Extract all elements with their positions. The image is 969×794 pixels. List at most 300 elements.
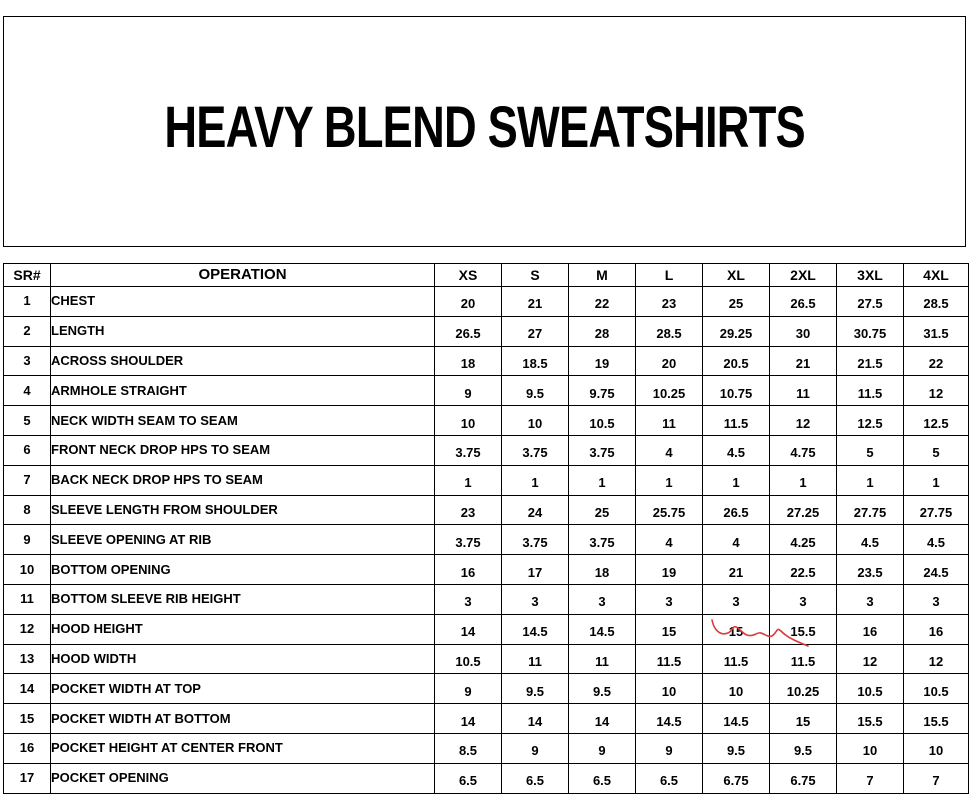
measurement-cell [770, 406, 837, 436]
measurement-cell [703, 287, 770, 317]
measurement-value: 15.5 [923, 713, 949, 729]
measurement-cell [569, 614, 636, 644]
measurement-cell [837, 555, 904, 585]
measurement-cell [837, 644, 904, 674]
measurement-cell [569, 435, 636, 465]
measurement-value: 16 [928, 624, 944, 640]
measurement-value: 27.75 [919, 504, 953, 520]
measurement-value: 4.75 [790, 445, 816, 461]
measurement-value: 16 [862, 624, 878, 640]
row-number: 5 [4, 406, 51, 436]
measurement-cell [770, 376, 837, 406]
table-row [4, 704, 969, 734]
measurement-value: 4 [665, 445, 673, 461]
measurement-cell [837, 584, 904, 614]
measurement-value: 3.75 [589, 445, 615, 461]
measurement-value: 10.25 [786, 683, 820, 699]
measurement-value: 20 [661, 355, 677, 371]
row-number: 17 [4, 763, 51, 793]
table-row [4, 555, 969, 585]
measurement-cell [636, 763, 703, 793]
header-row [4, 264, 969, 287]
measurement-value: 10 [928, 743, 944, 759]
measurement-cell [636, 525, 703, 555]
measurement-cell [569, 287, 636, 317]
measurement-cell [703, 763, 770, 793]
measurement-cell [569, 316, 636, 346]
measurement-value: 18 [460, 355, 476, 371]
measurement-cell [770, 525, 837, 555]
measurement-cell [502, 495, 569, 525]
measurement-cell [502, 555, 569, 585]
measurement-value: 6.5 [458, 773, 478, 789]
measurement-value: 21 [795, 355, 811, 371]
measurement-cell [837, 763, 904, 793]
measurement-cell [770, 555, 837, 585]
measurement-cell [703, 525, 770, 555]
measurement-cell [502, 525, 569, 555]
measurement-value: 27.5 [857, 296, 883, 312]
measurement-value: 15 [728, 624, 744, 640]
measurement-cell [502, 644, 569, 674]
title-box [3, 16, 966, 247]
measurement-cell [435, 614, 502, 644]
measurement-cell [837, 376, 904, 406]
measurement-value: 10 [862, 743, 878, 759]
measurement-value: 1 [665, 475, 673, 491]
measurement-cell [435, 376, 502, 406]
measurement-cell [502, 584, 569, 614]
row-number: 11 [4, 584, 51, 614]
operation-name: BOTTOM SLEEVE RIB HEIGHT [51, 584, 435, 614]
measurement-cell [569, 644, 636, 674]
measurement-cell [502, 406, 569, 436]
measurement-cell [569, 584, 636, 614]
row-number: 2 [4, 316, 51, 346]
table-row [4, 406, 969, 436]
measurement-cell [636, 376, 703, 406]
measurement-cell [837, 733, 904, 763]
measurement-value: 17 [527, 564, 543, 580]
measurement-value: 9 [464, 683, 472, 699]
measurement-value: 5 [932, 445, 940, 461]
header-size: XS [435, 264, 502, 287]
measurement-value: 9.5 [525, 385, 545, 401]
measurement-value: 28.5 [923, 296, 949, 312]
operation-name: FRONT NECK DROP HPS TO SEAM [51, 435, 435, 465]
measurement-cell [569, 555, 636, 585]
measurement-value: 3.75 [455, 534, 481, 550]
measurement-cell [904, 733, 969, 763]
measurement-cell [636, 555, 703, 585]
operation-name: POCKET HEIGHT AT CENTER FRONT [51, 733, 435, 763]
measurement-value: 14.5 [522, 624, 548, 640]
measurement-cell [502, 465, 569, 495]
measurement-cell [837, 406, 904, 436]
measurement-value: 31.5 [923, 326, 949, 342]
measurement-cell [770, 584, 837, 614]
measurement-cell [636, 704, 703, 734]
measurement-cell [502, 287, 569, 317]
measurement-cell [502, 316, 569, 346]
measurement-cell [435, 704, 502, 734]
measurement-cell [904, 406, 969, 436]
measurement-cell [770, 287, 837, 317]
measurement-cell [837, 525, 904, 555]
measurement-cell [502, 346, 569, 376]
row-number: 8 [4, 495, 51, 525]
measurement-value: 4.5 [926, 534, 946, 550]
operation-name: POCKET OPENING [51, 763, 435, 793]
measurement-cell [770, 465, 837, 495]
measurement-value: 30 [795, 326, 811, 342]
measurement-value: 22.5 [790, 564, 816, 580]
row-number: 15 [4, 704, 51, 734]
measurement-cell [435, 406, 502, 436]
measurement-value: 3 [866, 594, 874, 610]
operation-name: SLEEVE LENGTH FROM SHOULDER [51, 495, 435, 525]
measurement-cell [770, 614, 837, 644]
measurement-cell [703, 346, 770, 376]
measurement-cell [770, 435, 837, 465]
measurement-value: 15 [661, 624, 677, 640]
measurement-value: 23 [460, 504, 476, 520]
header-size: XL [703, 264, 770, 287]
measurement-value: 27.75 [853, 504, 887, 520]
document-title: HEAVY BLEND SWEATSHIRTS [164, 95, 805, 160]
operation-name: POCKET WIDTH AT BOTTOM [51, 704, 435, 734]
measurement-value: 29.25 [719, 326, 753, 342]
measurement-cell [703, 614, 770, 644]
measurement-value: 14.5 [723, 713, 749, 729]
measurement-cell [703, 435, 770, 465]
measurement-value: 8.5 [458, 743, 478, 759]
row-number: 14 [4, 674, 51, 704]
measurement-value: 9.5 [525, 683, 545, 699]
header-sr: SR# [4, 264, 51, 287]
measurement-value: 4.5 [726, 445, 746, 461]
measurement-cell [569, 733, 636, 763]
measurement-cell [837, 346, 904, 376]
measurement-value: 18.5 [522, 355, 548, 371]
measurement-cell [502, 614, 569, 644]
measurement-value: 6.5 [525, 773, 545, 789]
operation-name: SLEEVE OPENING AT RIB [51, 525, 435, 555]
measurement-cell [837, 704, 904, 734]
operation-name: LENGTH [51, 316, 435, 346]
row-number: 6 [4, 435, 51, 465]
measurement-cell [636, 316, 703, 346]
operation-name: POCKET WIDTH AT TOP [51, 674, 435, 704]
measurement-value: 11.5 [857, 385, 883, 401]
measurement-cell [770, 495, 837, 525]
measurement-value: 25 [728, 296, 744, 312]
measurement-cell [770, 346, 837, 376]
measurement-cell [569, 704, 636, 734]
measurement-value: 9.5 [793, 743, 813, 759]
measurement-value: 3 [732, 594, 740, 610]
measurement-value: 1 [598, 475, 606, 491]
measurement-cell [703, 495, 770, 525]
measurement-value: 7 [866, 773, 874, 789]
table-row [4, 614, 969, 644]
measurement-cell [636, 406, 703, 436]
measurement-value: 15.5 [790, 624, 816, 640]
measurement-value: 22 [594, 296, 610, 312]
measurement-value: 6.75 [723, 773, 749, 789]
measurement-cell [703, 316, 770, 346]
measurement-cell [837, 495, 904, 525]
measurement-cell [703, 584, 770, 614]
table-row [4, 287, 969, 317]
measurement-cell [904, 316, 969, 346]
measurement-value: 3 [932, 594, 940, 610]
measurement-value: 9 [464, 385, 472, 401]
measurement-value: 3.75 [589, 534, 615, 550]
table-row [4, 435, 969, 465]
measurement-cell [569, 525, 636, 555]
measurement-value: 15 [795, 713, 811, 729]
row-number: 12 [4, 614, 51, 644]
measurement-cell [904, 704, 969, 734]
measurement-value: 18 [594, 564, 610, 580]
measurement-value: 20.5 [723, 355, 749, 371]
measurement-value: 6.5 [659, 773, 679, 789]
measurement-value: 11 [528, 653, 542, 669]
measurement-value: 3.75 [455, 445, 481, 461]
measurement-cell [502, 674, 569, 704]
table-row [4, 465, 969, 495]
measurement-value: 11.5 [723, 653, 749, 669]
measurement-value: 9 [665, 743, 673, 759]
measurement-cell [904, 376, 969, 406]
table-body [4, 287, 969, 794]
operation-name: BOTTOM OPENING [51, 555, 435, 585]
row-number: 9 [4, 525, 51, 555]
measurement-cell [502, 704, 569, 734]
measurement-cell [569, 465, 636, 495]
measurement-cell [435, 435, 502, 465]
measurement-value: 12.5 [923, 415, 949, 431]
measurement-cell [770, 763, 837, 793]
header-size: L [636, 264, 703, 287]
measurement-value: 9.75 [589, 385, 615, 401]
measurement-value: 3.75 [522, 445, 548, 461]
measurement-value: 23.5 [857, 564, 883, 580]
measurement-value: 1 [464, 475, 472, 491]
measurement-cell [837, 316, 904, 346]
measurement-value: 21.5 [857, 355, 883, 371]
operation-name: BACK NECK DROP HPS TO SEAM [51, 465, 435, 495]
measurement-value: 25 [594, 504, 610, 520]
operation-name: HOOD WIDTH [51, 644, 435, 674]
measurement-cell [502, 435, 569, 465]
table-row [4, 525, 969, 555]
measurement-value: 26.5 [723, 504, 749, 520]
measurement-cell [770, 704, 837, 734]
measurement-value: 10.5 [455, 653, 481, 669]
measurement-value: 14 [460, 713, 476, 729]
measurement-value: 16 [460, 564, 476, 580]
table-row [4, 733, 969, 763]
measurement-cell [703, 733, 770, 763]
measurement-value: 10 [460, 415, 476, 431]
measurement-cell [904, 614, 969, 644]
measurement-value: 11 [595, 653, 609, 669]
measurement-cell [636, 584, 703, 614]
measurement-cell [703, 406, 770, 436]
measurement-cell [569, 763, 636, 793]
measurement-cell [703, 644, 770, 674]
measurement-value: 14.5 [589, 624, 615, 640]
measurement-value: 1 [531, 475, 539, 491]
measurement-value: 4.25 [790, 534, 816, 550]
measurement-value: 11.5 [656, 653, 682, 669]
measurement-value: 1 [932, 475, 940, 491]
measurement-value: 28 [594, 326, 610, 342]
measurement-cell [435, 555, 502, 585]
measurement-value: 25.75 [652, 504, 686, 520]
measurement-value: 14 [460, 624, 476, 640]
operation-name: HOOD HEIGHT [51, 614, 435, 644]
row-number: 4 [4, 376, 51, 406]
measurement-value: 5 [866, 445, 874, 461]
measurement-cell [904, 495, 969, 525]
measurement-value: 14.5 [656, 713, 682, 729]
measurement-value: 15.5 [857, 713, 883, 729]
measurement-value: 3 [799, 594, 807, 610]
measurement-cell [837, 287, 904, 317]
measurement-cell [435, 674, 502, 704]
measurement-cell [435, 733, 502, 763]
measurement-value: 19 [661, 564, 677, 580]
measurement-cell [904, 435, 969, 465]
measurement-value: 21 [728, 564, 744, 580]
measurement-cell [770, 733, 837, 763]
measurement-cell [636, 495, 703, 525]
measurement-cell [770, 316, 837, 346]
table-row [4, 763, 969, 793]
measurement-cell [703, 704, 770, 734]
row-number: 1 [4, 287, 51, 317]
operation-name: ACROSS SHOULDER [51, 346, 435, 376]
table-row [4, 644, 969, 674]
measurement-value: 19 [594, 355, 610, 371]
measurement-value: 1 [799, 475, 807, 491]
measurement-cell [837, 435, 904, 465]
table-row [4, 376, 969, 406]
measurement-value: 1 [732, 475, 740, 491]
measurement-value: 10.5 [857, 683, 883, 699]
measurement-cell [636, 644, 703, 674]
measurement-value: 9 [598, 743, 606, 759]
measurement-value: 12 [928, 385, 944, 401]
measurement-value: 20 [460, 296, 476, 312]
measurement-cell [703, 376, 770, 406]
row-number: 16 [4, 733, 51, 763]
measurement-cell [904, 674, 969, 704]
measurement-value: 3 [531, 594, 539, 610]
measurement-cell [837, 465, 904, 495]
measurement-value: 12 [928, 653, 944, 669]
measurement-value: 12 [862, 653, 878, 669]
measurement-cell [435, 495, 502, 525]
measurement-cell [435, 584, 502, 614]
measurement-cell [502, 763, 569, 793]
measurement-value: 10 [527, 415, 543, 431]
measurement-value: 10.5 [589, 415, 615, 431]
measurement-cell [703, 465, 770, 495]
measurement-value: 1 [866, 475, 874, 491]
table-row [4, 346, 969, 376]
measurement-value: 10.25 [652, 385, 686, 401]
measurement-value: 11 [662, 415, 676, 431]
measurement-cell [770, 674, 837, 704]
measurement-cell [435, 525, 502, 555]
measurement-cell [435, 465, 502, 495]
measurement-cell [569, 674, 636, 704]
measurement-cell [636, 346, 703, 376]
measurement-value: 3.75 [522, 534, 548, 550]
measurement-cell [636, 614, 703, 644]
measurement-cell [435, 287, 502, 317]
measurement-cell [904, 525, 969, 555]
measurement-value: 27.25 [786, 504, 820, 520]
measurement-value: 30.75 [853, 326, 887, 342]
measurement-value: 22 [928, 355, 944, 371]
measurement-cell [904, 465, 969, 495]
measurement-value: 10.5 [923, 683, 949, 699]
measurement-value: 11.5 [723, 415, 749, 431]
measurement-cell [837, 614, 904, 644]
measurement-value: 9.5 [592, 683, 612, 699]
measurement-value: 26.5 [455, 326, 481, 342]
measurement-value: 14 [594, 713, 610, 729]
measurement-cell [636, 435, 703, 465]
measurement-value: 9 [531, 743, 539, 759]
operation-name: NECK WIDTH SEAM TO SEAM [51, 406, 435, 436]
measurement-value: 3 [464, 594, 472, 610]
measurement-cell [435, 644, 502, 674]
measurement-value: 3 [665, 594, 673, 610]
measurement-cell [904, 287, 969, 317]
measurement-value: 12 [795, 415, 811, 431]
measurement-value: 24.5 [923, 564, 949, 580]
operation-name: ARMHOLE STRAIGHT [51, 376, 435, 406]
measurement-value: 12.5 [857, 415, 883, 431]
measurement-value: 24 [527, 504, 543, 520]
measurement-cell [502, 733, 569, 763]
measurement-cell [636, 465, 703, 495]
header-size: S [502, 264, 569, 287]
row-number: 10 [4, 555, 51, 585]
measurement-table [3, 263, 969, 794]
header-size: M [569, 264, 636, 287]
measurement-cell [837, 674, 904, 704]
measurement-value: 7 [932, 773, 940, 789]
measurement-cell [904, 555, 969, 585]
measurement-cell [435, 346, 502, 376]
measurement-cell [770, 644, 837, 674]
measurement-value: 10 [661, 683, 677, 699]
measurement-cell [636, 674, 703, 704]
measurement-value: 6.75 [790, 773, 816, 789]
measurement-cell [636, 733, 703, 763]
measurement-value: 27 [527, 326, 543, 342]
measurement-value: 21 [527, 296, 543, 312]
operation-name: CHEST [51, 287, 435, 317]
measurement-value: 23 [661, 296, 677, 312]
